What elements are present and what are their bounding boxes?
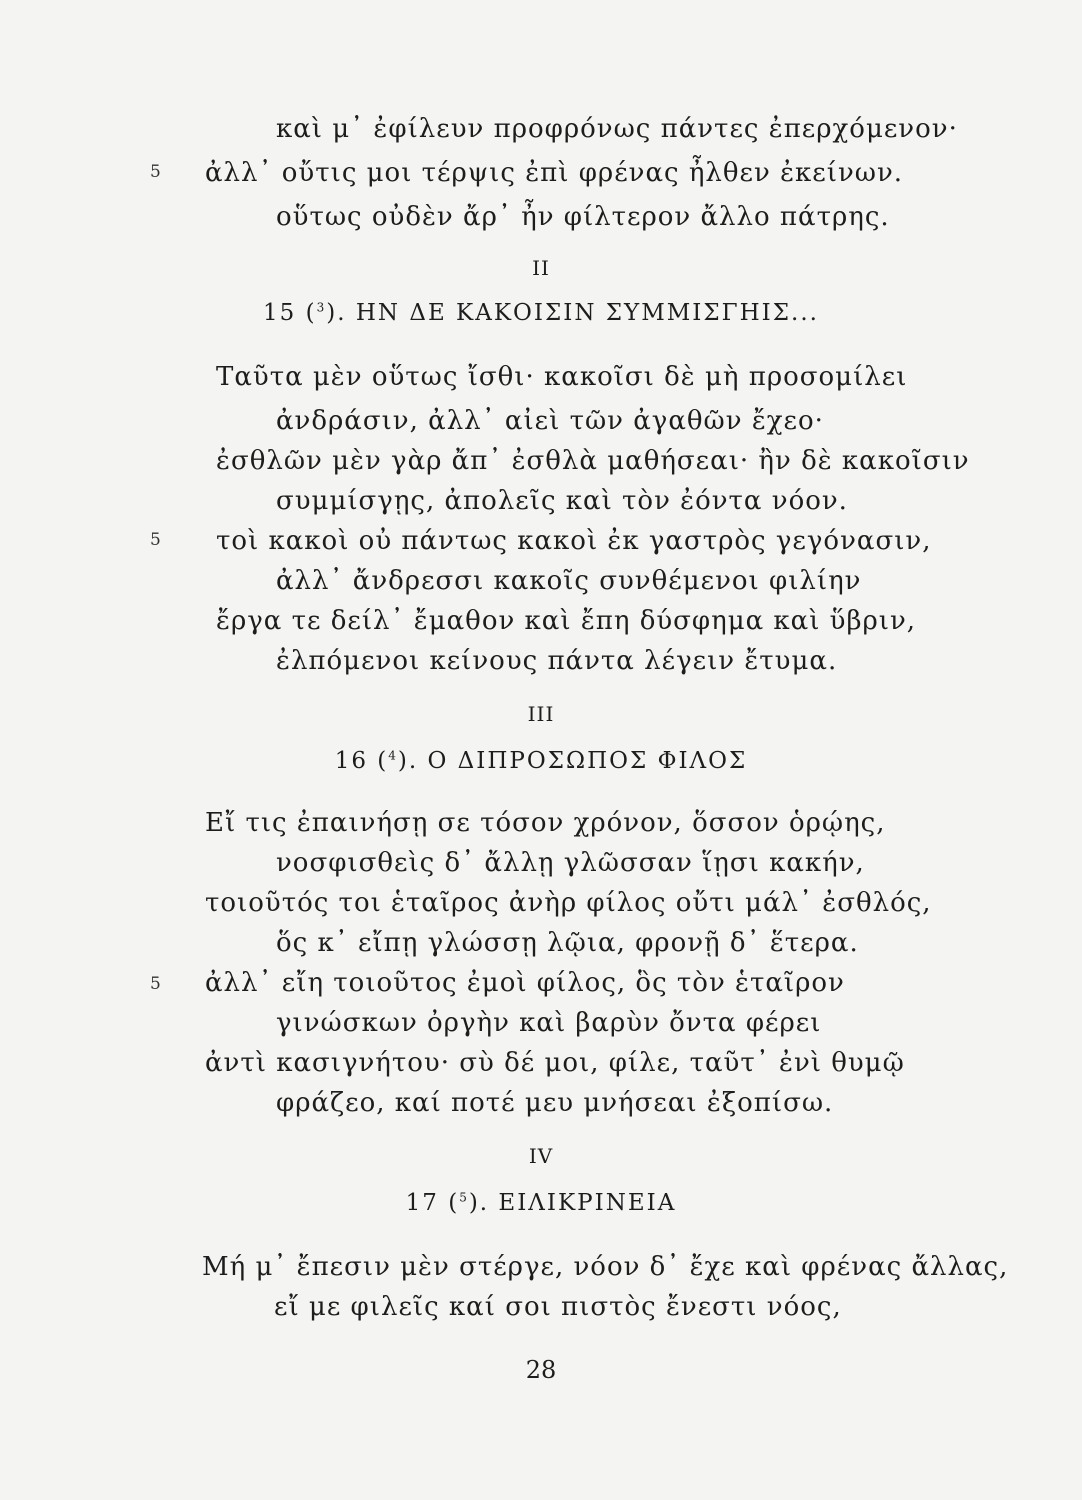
poem-title-footnote: 5 <box>459 1190 469 1205</box>
verse-line: Ταῦτα μὲν οὕτως ἴσθι· κακοῖσι δὲ μὴ προσομίλει <box>216 362 908 392</box>
section-numeral: II <box>532 256 550 280</box>
poem-title <box>0 1190 1082 1216</box>
verse-line: ὅς κ᾿ εἴπῃ γλώσσῃ λῷια, φρονῇ δ᾿ ἕτερα. <box>276 928 859 958</box>
verse-line: γινώσκων ὀργὴν καὶ βαρὺν ὄντα φέρει <box>276 1008 822 1038</box>
poem-title <box>0 748 1082 774</box>
verse-line: ἀλλ᾿ εἴη τοιοῦτος ἐμοὶ φίλος, ὃς τὸν ἑταῖρον <box>205 968 845 998</box>
verse-line: οὕτως οὐδὲν ἄρ᾿ ἦν φίλτερον ἄλλο πάτρης. <box>276 202 890 232</box>
verse-line: Μή μ᾿ ἔπεσιν μὲν στέργε, νόον δ᾿ ἔχε καὶ φρένας ἄλλας, <box>202 1252 1009 1282</box>
poem-title-footnote: 3 <box>316 300 327 315</box>
poem-title-number: 16 ( <box>334 748 389 774</box>
verse-line: ἀλλ᾿ ἄνδρεσσι κακοῖς συνθέμενοι φιλίην <box>276 566 862 596</box>
verse-line: ἔργα τε δείλ᾿ ἔμαθον καὶ ἔπη δύσφημα καὶ ὕβριν, <box>216 606 917 636</box>
poem-title-text: ). ΗΝ ΔΕ ΚΑΚΟΙΣΙΝ ΣΥΜΜΙΣΓΗΙΣ... <box>326 300 819 326</box>
verse-line: Εἴ τις ἐπαινήσῃ σε τόσον χρόνον, ὅσσον ὁρῴης, <box>205 808 886 838</box>
verse-line: τοὶ κακοὶ οὐ πάντως κακοὶ ἐκ γαστρὸς γεγόνασιν, <box>216 526 932 556</box>
page-number: 28 <box>525 1356 557 1384</box>
verse-line: ἀνδράσιν, ἀλλ᾿ αἰεὶ τῶν ἀγαθῶν ἔχεο· <box>276 406 824 436</box>
poem-title-text: ). ΕΙΛΙΚΡΙΝΕΙΑ <box>468 1190 677 1216</box>
poem-title <box>0 300 1082 326</box>
verse-line: καὶ μ᾿ ἐφίλευν προφρόνως πάντες ἐπερχόμενον· <box>276 114 958 144</box>
poem-title-number: 15 ( <box>263 300 317 326</box>
poem-title-footnote: 4 <box>388 748 398 763</box>
poem-title-number: 17 ( <box>405 1190 460 1216</box>
verse-line: ἀντὶ κασιγνήτου· σὺ δέ μοι, φίλε, ταῦτ᾿ ἐνὶ θυμῷ <box>205 1048 905 1078</box>
line-number: 5 <box>150 530 161 550</box>
poem-title-text: ). Ο ΔΙΠΡΟΣΩΠΟΣ ΦΙΛΟΣ <box>397 748 748 774</box>
verse-line: τοιοῦτός τοι ἑταῖρος ἀνὴρ φίλος οὔτι μάλ᾿ ἐσθλός, <box>205 888 932 918</box>
section-numeral: III <box>527 702 555 726</box>
verse-line: νοσφισθεὶς δ᾿ ἄλλῃ γλῶσσαν ἵῃσι κακήν, <box>276 848 865 878</box>
section-numeral: IV <box>528 1144 554 1168</box>
verse-line: ἀλλ᾿ οὔτις μοι τέρψις ἐπὶ φρένας ἦλθεν ἐκείνων. <box>205 158 904 188</box>
line-number: 5 <box>150 162 161 182</box>
verse-line: ἐλπόμενοι κείνους πάντα λέγειν ἔτυμα. <box>276 646 838 676</box>
line-number: 5 <box>150 974 161 994</box>
verse-line: συμμίσγῃς, ἀπολεῖς καὶ τὸν ἐόντα νόον. <box>276 486 848 516</box>
verse-line: ἐσθλῶν μὲν γὰρ ἄπ᾿ ἐσθλὰ μαθήσεαι· ἢν δὲ κακοῖσιν <box>216 446 970 476</box>
verse-line: εἴ με φιλεῖς καί σοι πιστὸς ἔνεστι νόος, <box>274 1292 842 1322</box>
verse-line: φράζεο, καί ποτέ μευ μνήσεαι ἐξοπίσω. <box>276 1088 834 1118</box>
